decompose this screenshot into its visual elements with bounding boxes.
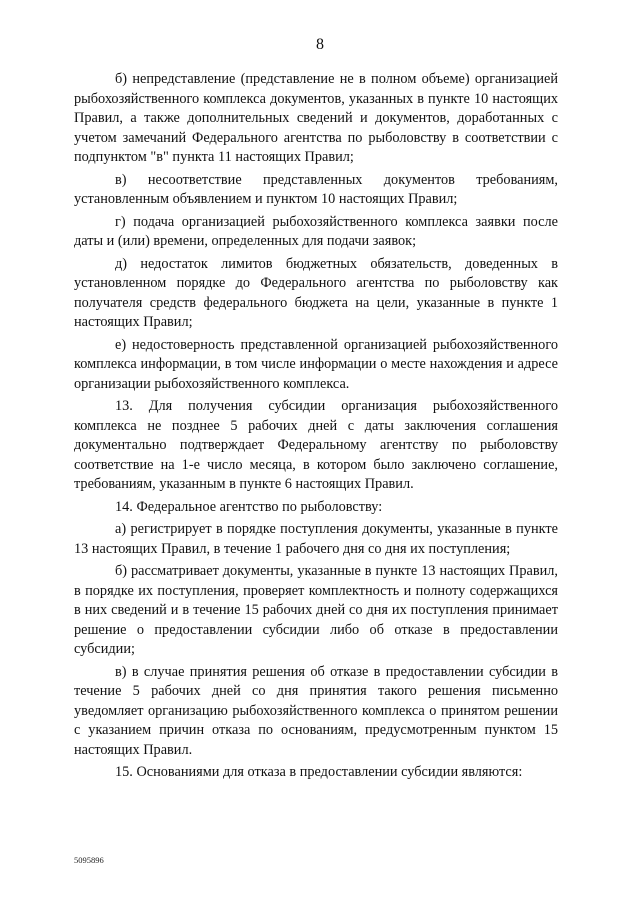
paragraph-d-budget-shortage: д) недостаток лимитов бюджетных обязательств, доведенных в установленном порядке до Федерального агентства по рыболовству как получателя средств федерального бюджета на цели, указанные в пункте 1 настоящих Правил; [74,255,558,330]
paragraph-g-late-application: г) подача организацией рыбохозяйственного комплекса заявки после даты и (или) времени, определенных для подачи заявок; [74,213,558,249]
paragraph-v-nonconformity: в) несоответствие представленных документов требованиям, установленным объявлением и пунктом 10 настоящих Правил; [74,171,558,207]
paragraph-14-b: б) рассматривает документы, указанные в пункте 13 настоящих Правил, в порядке их поступления, проверяет комплектность и полноту содержащихся в них сведений и в течение 15 рабочих дней со дня их поступления принимает решение о предоставлении субсидии либо об отказе в предоставлении субсидии; [74,563,558,657]
paragraph-15: 15. Основаниями для отказа в предоставлении субсидии являются: [115,764,523,780]
document-code: 5095896 [74,855,104,865]
paragraph-14-v: в) в случае принятия решения об отказе в предоставлении субсидии в течение 5 рабочих дней со дня принятия такого решения письменно уведомляет организацию рыбохозяйственного комплекса о принятом решении с указанием причин отказа по основаниям, предусмотренным пунктом 15 настоящих Правил. [74,663,558,758]
paragraph-e-unreliable-info: е) недостоверность представленной организацией рыбохозяйственного комплекса информации, в том числе информации о месте нахождения и адресе организации рыбохозяйственного комплекса. [74,336,558,392]
paragraph-14: 14. Федеральное агентство по рыболовству: [115,498,383,515]
page-number: 8 [316,36,324,53]
document-body [74,70,558,786]
paragraph-b-nonsubmission: б) непредставление (представление не в полном объеме) организацией рыбохозяйственного комплекса документов, указанных в пункте 10 настоящих Правил, а также дополнительных сведений и документов, доработанных с учетом замечаний Федерального агентства по рыболовству в соответствии с подпунктом "в" пункта 11 настоящих Правил; [74,71,558,165]
paragraph-14-a: а) регистрирует в порядке поступления документы, указанные в пункте 13 настоящих Правил, в течение 1 рабочего дня со дня их поступления; [74,521,558,557]
paragraph-13: 13. Для получения субсидии организация рыбохозяйственного комплекса не позднее 5 рабочих дней с даты заключения соглашения документально подтверждает Федеральному агентству по рыболовству соответствие на 1-е число месяца, в котором было заключено соглашение, требованиям, указанным в пункте 6 настоящих Правил. [74,398,558,492]
